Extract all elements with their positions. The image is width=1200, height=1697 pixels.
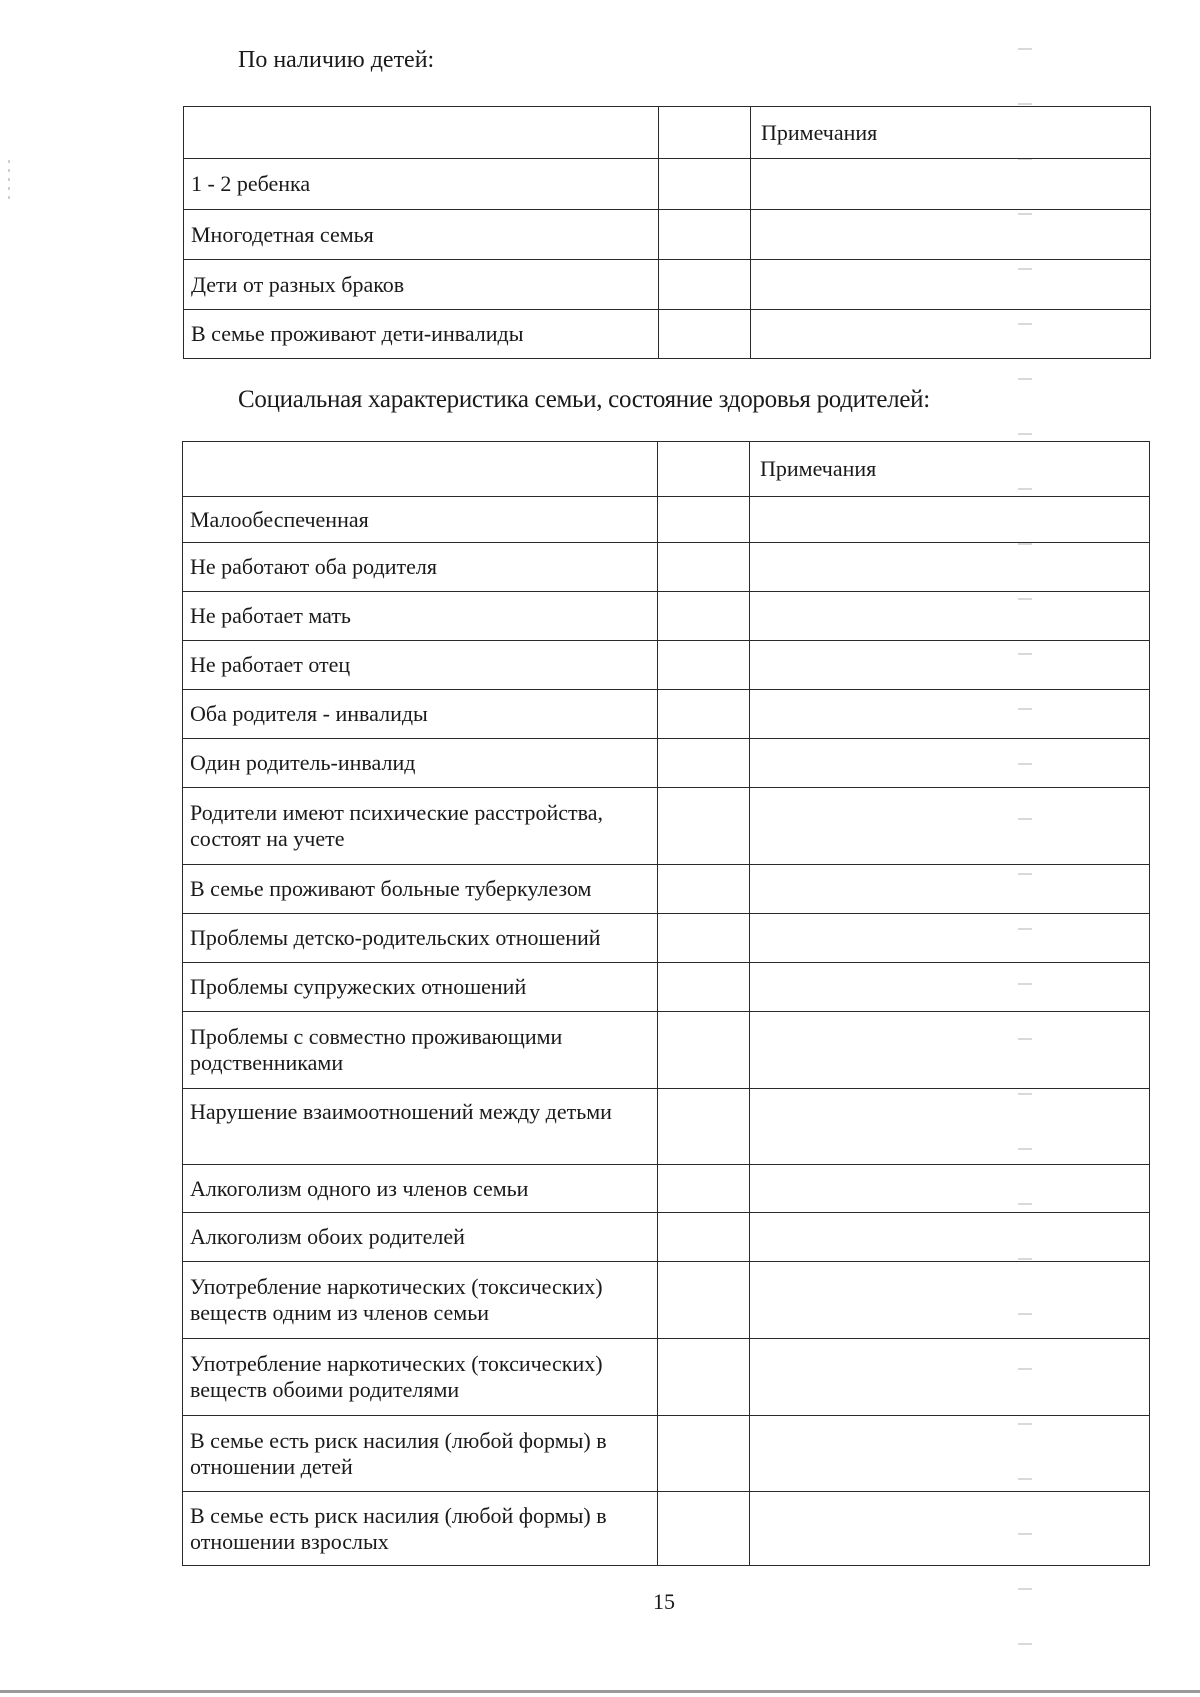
table-row: [183, 1012, 1150, 1089]
notes-cell[interactable]: [750, 497, 1150, 543]
row-label: Один родитель-инвалид: [183, 739, 658, 788]
scan-edge-line: [0, 1690, 1200, 1693]
table-row: [183, 963, 1150, 1012]
row-label: Нарушение взаимоотношений между детьми: [183, 1089, 658, 1165]
notes-cell[interactable]: [751, 159, 1151, 210]
mark-cell[interactable]: [658, 1213, 750, 1262]
row-label: Многодетная семья: [184, 210, 659, 260]
row-label: Проблемы детско-родительских отношений: [183, 914, 658, 963]
table-row: [184, 210, 1151, 260]
mark-cell[interactable]: [658, 1262, 750, 1339]
table-row: [183, 641, 1150, 690]
table-row: [183, 592, 1150, 641]
notes-cell[interactable]: [750, 739, 1150, 788]
row-label: Алкоголизм обоих родителей: [183, 1213, 658, 1262]
table-row: [183, 1089, 1150, 1165]
notes-cell[interactable]: [751, 310, 1151, 359]
row-label: Малообеспеченная: [183, 497, 658, 543]
mark-cell[interactable]: [658, 497, 750, 543]
mark-cell[interactable]: [658, 865, 750, 914]
mark-cell[interactable]: [658, 1416, 750, 1492]
notes-cell[interactable]: [750, 914, 1150, 963]
table-row: [183, 788, 1150, 865]
row-label: Проблемы супружеских отношений: [183, 963, 658, 1012]
table-row: [183, 690, 1150, 739]
header-mark-cell: [658, 442, 750, 497]
table-row: [183, 1165, 1150, 1213]
table-row: [183, 1339, 1150, 1416]
mark-cell[interactable]: [659, 159, 751, 210]
table-row: [184, 260, 1151, 310]
notes-cell[interactable]: [750, 1089, 1150, 1165]
table-row: [183, 543, 1150, 592]
table-row: [183, 739, 1150, 788]
mark-cell[interactable]: [658, 788, 750, 865]
notes-header: Примечания: [751, 107, 1151, 159]
notes-cell[interactable]: [750, 592, 1150, 641]
notes-cell[interactable]: [751, 210, 1151, 260]
table-row: [183, 1492, 1150, 1566]
row-label: Родители имеют психические расстройства, состоят на учете: [183, 788, 658, 865]
table-row: [184, 159, 1151, 210]
table-header-row: [183, 442, 1150, 497]
row-label: В семье проживают дети-инвалиды: [184, 310, 659, 359]
row-label: Проблемы с совместно проживающими родственниками: [183, 1012, 658, 1089]
mark-cell[interactable]: [658, 1339, 750, 1416]
table-row: [184, 310, 1151, 359]
notes-cell[interactable]: [750, 788, 1150, 865]
mark-cell[interactable]: [658, 914, 750, 963]
notes-cell[interactable]: [750, 1492, 1150, 1566]
row-label: В семье есть риск насилия (любой формы) в отношении взрослых: [183, 1492, 658, 1566]
notes-cell[interactable]: [750, 1165, 1150, 1213]
mark-cell[interactable]: [658, 641, 750, 690]
row-label: 1 - 2 ребенка: [184, 159, 659, 210]
mark-cell[interactable]: [658, 592, 750, 641]
table-header-row: [184, 107, 1151, 159]
section-heading-children: По наличию детей:: [238, 47, 435, 73]
mark-cell[interactable]: [658, 1165, 750, 1213]
mark-cell[interactable]: [658, 1492, 750, 1566]
mark-cell[interactable]: [658, 963, 750, 1012]
table-row: [183, 1262, 1150, 1339]
table-row: [183, 865, 1150, 914]
notes-cell[interactable]: [750, 963, 1150, 1012]
header-label-cell: [183, 442, 658, 497]
children-table: [183, 106, 1151, 359]
mark-cell[interactable]: [658, 739, 750, 788]
table-row: [183, 914, 1150, 963]
row-label: Дети от разных браков: [184, 260, 659, 310]
row-label: Оба родителя - инвалиды: [183, 690, 658, 739]
row-label: Не работают оба родителя: [183, 543, 658, 592]
header-label-cell: [184, 107, 659, 159]
row-label: Не работает мать: [183, 592, 658, 641]
mark-cell[interactable]: [658, 1012, 750, 1089]
social-table: [182, 441, 1150, 1566]
notes-cell[interactable]: [750, 1339, 1150, 1416]
notes-cell[interactable]: [750, 1012, 1150, 1089]
header-mark-cell: [659, 107, 751, 159]
notes-cell[interactable]: [750, 1262, 1150, 1339]
table-row: [183, 497, 1150, 543]
table-row: [183, 1416, 1150, 1492]
mark-cell[interactable]: [659, 210, 751, 260]
mark-cell[interactable]: [659, 310, 751, 359]
page-number: 15: [653, 1589, 675, 1614]
mark-cell[interactable]: [658, 690, 750, 739]
notes-cell[interactable]: [750, 543, 1150, 592]
row-label: Алкоголизм одного из членов семьи: [183, 1165, 658, 1213]
notes-cell[interactable]: [750, 641, 1150, 690]
notes-cell[interactable]: [751, 260, 1151, 310]
notes-cell[interactable]: [750, 865, 1150, 914]
section-heading-social: Социальная характеристика семьи, состояние здоровья родителей:: [238, 386, 930, 413]
row-label: В семье есть риск насилия (любой формы) в отношении детей: [183, 1416, 658, 1492]
notes-cell[interactable]: [750, 1416, 1150, 1492]
row-label: Употребление наркотических (токсических) веществ одним из членов семьи: [183, 1262, 658, 1339]
row-label: В семье проживают больные туберкулезом: [183, 865, 658, 914]
mark-cell[interactable]: [659, 260, 751, 310]
notes-header: Примечания: [750, 442, 1150, 497]
notes-cell[interactable]: [750, 1213, 1150, 1262]
mark-cell[interactable]: [658, 543, 750, 592]
table-row: [183, 1213, 1150, 1262]
mark-cell[interactable]: [658, 1089, 750, 1165]
row-label: Не работает отец: [183, 641, 658, 690]
row-label: Употребление наркотических (токсических) веществ обоими родителями: [183, 1339, 658, 1416]
scan-artifacts-left: [8, 160, 10, 200]
notes-cell[interactable]: [750, 690, 1150, 739]
